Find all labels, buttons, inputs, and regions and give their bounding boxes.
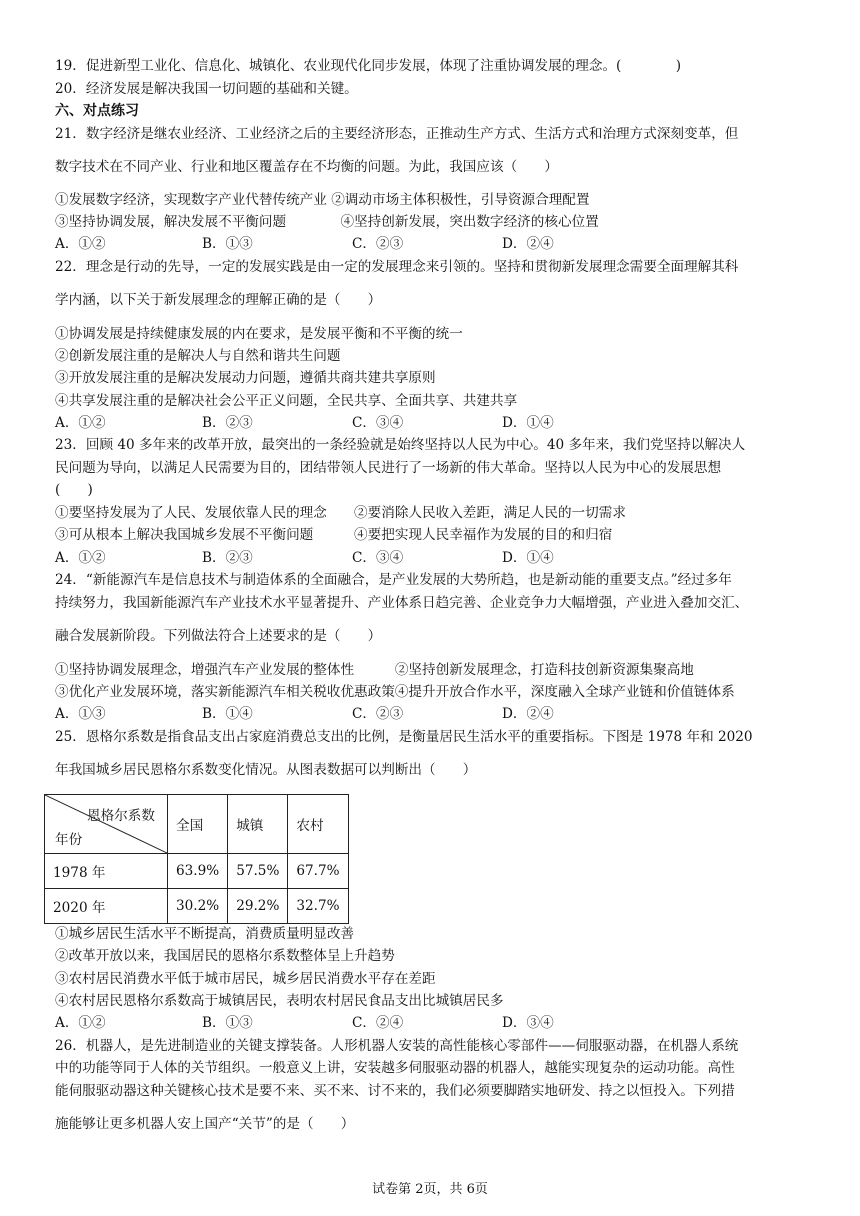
question-25-statement: ④农村居民恩格尔系数高于城镇居民，表明农村居民食品支出比城镇居民多 bbox=[55, 993, 504, 1009]
question-24-statement: ①坚持协调发展理念，增强汽车产业发展的整体性 ②坚持创新发展理念，打造科技创新资源集聚高地 bbox=[55, 662, 694, 678]
question-25-statement: ①城乡居民生活水平不断提高，消费质量明显改善 bbox=[55, 926, 355, 942]
question-25-stem-cont: 年我国城乡居民恩格尔系数变化情况。从图表数据可以判断出（ ） bbox=[55, 762, 477, 778]
year-cell: 2020 年 bbox=[45, 889, 168, 924]
question-22-statement: ①协调发展是持续健康发展的内在要求，是发展平衡和不平衡的统一 bbox=[55, 326, 463, 342]
question-25-statement: ②改革开放以来，我国居民的恩格尔系数整体呈上升趋势 bbox=[55, 948, 395, 964]
option-c[interactable]: C．②③ bbox=[352, 706, 404, 722]
question-23-statement: ③可从根本上解决我国城乡发展不平衡问题 ④要把实现人民幸福作为发展的目的和归宿 bbox=[55, 527, 613, 543]
question-22-statement: ②创新发展注重的是解决人与自然和谐共生问题 bbox=[55, 348, 341, 364]
header-year-label: 年份 bbox=[55, 832, 83, 848]
question-23-stem: 23．回顾 40 多年来的改革开放，最突出的一条经验就是始终坚持以人民为中心。40 多年来，我们党坚持以解决人 bbox=[55, 437, 746, 453]
value-cell: 67.7% bbox=[288, 854, 348, 889]
question-20: 20．经济发展是解决我国一切问题的基础和关键。 bbox=[55, 81, 358, 97]
header-engel-label: 恩格尔系数 bbox=[87, 808, 155, 824]
option-b[interactable]: B．②③ bbox=[202, 415, 253, 431]
question-24-stem: 24．“新能源汽车是信息技术与制造体系的全面融合，是产业发展的大势所趋，也是新动能的重要支点。”经过多年 bbox=[55, 572, 732, 588]
option-a[interactable]: A．①② bbox=[55, 550, 106, 566]
question-21-statement: ①发展数字经济，实现数字产业代替传统产业 ②调动市场主体积极性，引导资源合理配置 bbox=[55, 192, 590, 208]
option-d[interactable]: D．②④ bbox=[502, 236, 554, 252]
option-b[interactable]: B．①③ bbox=[202, 236, 253, 252]
column-header: 城镇 bbox=[228, 795, 288, 854]
table-header-row bbox=[45, 795, 349, 854]
option-b[interactable]: B．①④ bbox=[202, 706, 253, 722]
option-d[interactable]: D．②④ bbox=[502, 706, 554, 722]
option-c[interactable]: C．②④ bbox=[352, 1015, 404, 1031]
table-row bbox=[45, 889, 349, 924]
engel-coefficient-table bbox=[44, 794, 349, 924]
question-24-stem-cont: 融合发展新阶段。下列做法符合上述要求的是（ ） bbox=[55, 628, 382, 644]
question-21-stem: 21．数字经济是继农业经济、工业经济之后的主要经济形态，正推动生产方式、生活方式和治理方式深刻变革，但 bbox=[55, 126, 739, 142]
year-cell: 1978 年 bbox=[45, 854, 168, 889]
option-c[interactable]: C．②③ bbox=[352, 236, 404, 252]
value-cell: 29.2% bbox=[228, 889, 288, 924]
value-cell: 57.5% bbox=[228, 854, 288, 889]
page-footer: 试卷第 2页，共 6页 bbox=[372, 1182, 488, 1197]
question-24-statement: ③优化产业发展环境，落实新能源汽车相关税收优惠政策④提升开放合作水平，深度融入全球产业链和价值链体系 bbox=[55, 684, 735, 700]
question-26-stem-cont: 施能够让更多机器人安上国产“关节”的是（ ） bbox=[55, 1116, 355, 1132]
question-26-stem-cont: 中的功能等同于人体的关节组织。一般意义上讲，安装越多伺服驱动器的机器人，越能实现复杂的运动功能。高性 bbox=[55, 1060, 735, 1076]
question-22-stem: 22．理念是行动的先导，一定的发展实践是由一定的发展理念来引领的。坚持和贯彻新发展理念需要全面理解其科 bbox=[55, 259, 739, 275]
value-cell: 32.7% bbox=[288, 889, 348, 924]
option-c[interactable]: C．③④ bbox=[352, 415, 404, 431]
table-row bbox=[45, 854, 349, 889]
option-a[interactable]: A．①② bbox=[55, 415, 106, 431]
answer-blank: ( ) bbox=[55, 482, 93, 498]
question-22-statement: ④共享发展注重的是解决社会公平正义问题，全民共享、全面共享、共建共享 bbox=[55, 393, 518, 409]
question-21-statement: ③坚持协调发展，解决发展不平衡问题 ④坚持创新发展，突出数字经济的核心位置 bbox=[55, 214, 599, 230]
option-d[interactable]: D．③④ bbox=[502, 1015, 554, 1031]
option-b[interactable]: B．①③ bbox=[202, 1015, 253, 1031]
diagonal-header-cell bbox=[45, 795, 168, 854]
column-header: 农村 bbox=[288, 795, 348, 854]
column-header: 全国 bbox=[168, 795, 228, 854]
section-heading: 六、对点练习 bbox=[55, 103, 139, 119]
option-a[interactable]: A．①③ bbox=[55, 706, 106, 722]
question-26-stem: 26．机器人，是先进制造业的关键支撑装备。人形机器人安装的高性能核心零部件——伺服驱动器，在机器人系统 bbox=[55, 1038, 739, 1054]
value-cell: 30.2% bbox=[168, 889, 228, 924]
question-23-statement: ①要坚持发展为了人民、发展依靠人民的理念 ②要消除人民收入差距，满足人民的一切需求 bbox=[55, 505, 626, 521]
question-21-stem-cont: 数字技术在不同产业、行业和地区覆盖存在不均衡的问题。为此，我国应该（ ） bbox=[55, 159, 558, 175]
question-23-stem-cont: 民问题为导向，以满足人民需要为目的，团结带领人民进行了一场新的伟大革命。坚持以人民为中心的发展思想 bbox=[55, 460, 722, 476]
option-d[interactable]: D．①④ bbox=[502, 415, 554, 431]
option-c[interactable]: C．③④ bbox=[352, 550, 404, 566]
option-a[interactable]: A．①② bbox=[55, 1015, 106, 1031]
question-24-stem-cont: 持续努力，我国新能源汽车产业技术水平显著提升、产业体系日趋完善、企业竞争力大幅增强，产业进入叠加交汇、 bbox=[55, 595, 749, 611]
question-25-stem: 25．恩格尔系数是指食品支出占家庭消费总支出的比例，是衡量居民生活水平的重要指标。下图是 1978 年和 2020 bbox=[55, 729, 753, 745]
question-25-statement: ③农村居民消费水平低于城市居民，城乡居民消费水平存在差距 bbox=[55, 971, 436, 987]
option-a[interactable]: A．①② bbox=[55, 236, 106, 252]
question-22-statement: ③开放发展注重的是解决发展动力问题，遵循共商共建共享原则 bbox=[55, 370, 436, 386]
option-d[interactable]: D．①④ bbox=[502, 550, 554, 566]
question-22-stem-cont: 学内涵，以下关于新发展理念的理解正确的是（ ） bbox=[55, 292, 382, 308]
option-b[interactable]: B．②③ bbox=[202, 550, 253, 566]
value-cell: 63.9% bbox=[168, 854, 228, 889]
question-26-stem-cont: 能伺服驱动器这种关键核心技术是要不来、买不来、讨不来的，我们必须要脚踏实地研发、持之以恒投入。下列措 bbox=[55, 1083, 735, 1099]
question-19: 19．促进新型工业化、信息化、城镇化、农业现代化同步发展，体现了注重协调发展的理念。( ) bbox=[55, 58, 682, 74]
